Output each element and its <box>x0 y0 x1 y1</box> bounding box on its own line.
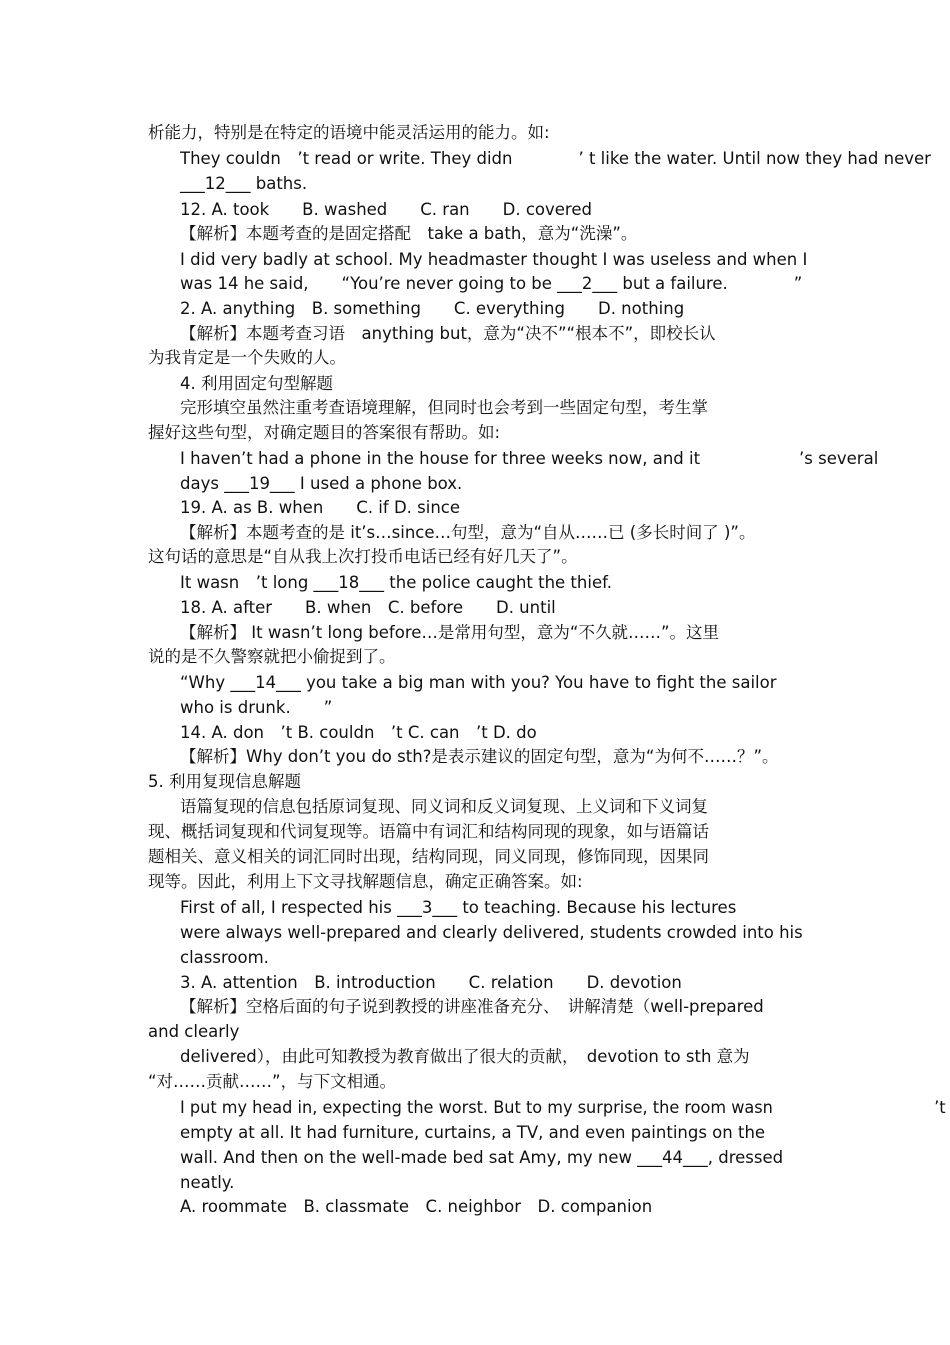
text-line: 现、概括词复现和代词复现等。语篇中有词汇和结构同现的现象，如与语篇话 <box>148 822 709 841</box>
text-line: ___12___ baths. <box>180 174 308 193</box>
analysis-line: 【解析】 It wasn’t long before…是常用句型，意为“不久就……”。这里 <box>180 623 719 642</box>
answer-options: 14. A. don ’t B. couldn ’t C. can ’t D. do <box>180 723 537 742</box>
text-line: wall. And then on the well-made bed sat Amy, my new ___44___, dressed <box>180 1148 784 1167</box>
analysis-line: 【解析】空格后面的句子说到教授的讲座准备充分、 讲解清楚（well-prepared <box>180 997 764 1016</box>
text-line: I put my head in, expecting the worst. But to my surprise, the room wasn ’t <box>180 1098 946 1117</box>
analysis-line: 【解析】Why don’t you do sth?是表示建议的固定句型，意为“为何不……？”。 <box>180 747 779 766</box>
text-line: days ___19___ I used a phone box. <box>180 474 463 493</box>
text-line: who is drunk. ” <box>180 698 333 717</box>
answer-options: 12. A. took B. washed C. ran D. covered <box>180 200 592 219</box>
analysis-line: 【解析】本题考查习语 anything but，意为“决不”“根本不”，即校长认 <box>180 324 716 343</box>
text-line: “对……贡献……”，与下文相通。 <box>148 1072 397 1091</box>
answer-options: A. roommate B. classmate C. neighbor D. companion <box>180 1197 653 1216</box>
section-heading: 5. 利用复现信息解题 <box>148 772 301 791</box>
text-line: 握好这些句型，对确定题目的答案很有帮助。如: <box>148 423 501 442</box>
text-line: were always well-prepared and clearly delivered, students crowded into his <box>180 923 803 942</box>
text-line: They couldn ’t read or write. They didn ’ t like the water. Until now they had never <box>180 149 931 168</box>
section-heading: 4. 利用固定句型解题 <box>180 374 333 393</box>
text-line: I haven’t had a phone in the house for three weeks now, and it ’s several <box>180 449 879 468</box>
text-line: First of all, I respected his ___3___ to teaching. Because his lectures <box>180 898 737 917</box>
answer-options: 19. A. as B. when C. if D. since <box>180 498 461 517</box>
answer-options: 2. A. anything B. something C. everything D. nothing <box>180 299 685 318</box>
text-line: 题相关、意义相关的词汇同时出现，结构同现，同义同现，修饰同现，因果同 <box>148 847 709 866</box>
text-line: delivered），由此可知教授为教育做出了很大的贡献， devotion to sth 意为 <box>180 1047 750 1066</box>
text-line: 为我肯定是一个失败的人。 <box>148 348 346 367</box>
text-line: and clearly <box>148 1022 240 1041</box>
text-line: It wasn ’t long ___18___ the police caught the thief. <box>180 573 612 592</box>
text-line: 语篇复现的信息包括原词复现、同义词和反义词复现、上义词和下义词复 <box>180 797 708 816</box>
text-line: 现等。因此，利用上下文寻找解题信息，确定正确答案。如: <box>148 872 583 891</box>
answer-options: 3. A. attention B. introduction C. relation D. devotion <box>180 973 682 992</box>
analysis-line: 【解析】本题考查的是 it’s…since…句型，意为“自从……已 (多长时间了 )”。 <box>180 523 756 542</box>
text-line: was 14 he said, “You’re never going to be ___2___ but a failure. ” <box>180 274 803 293</box>
text-line: classroom. <box>180 948 269 967</box>
analysis-line: 【解析】本题考查的是固定搭配 take a bath，意为“洗澡”。 <box>180 224 638 243</box>
text-line: “Why ___14___ you take a big man with you? You have to fight the sailor <box>180 673 777 692</box>
text-line: 这句话的意思是“自从我上次打投币电话已经有好几天了”。 <box>148 547 578 566</box>
answer-options: 18. A. after B. when C. before D. until <box>180 598 556 617</box>
text-line: I did very badly at school. My headmaster thought I was useless and when I <box>180 250 808 269</box>
text-line: 说的是不久警察就把小偷捉到了。 <box>148 647 396 666</box>
text-line: 析能力，特别是在特定的语境中能灵活运用的能力。如: <box>148 123 550 142</box>
text-line: empty at all. It had furniture, curtains, a TV, and even paintings on the <box>180 1123 766 1142</box>
text-line: neatly. <box>180 1173 235 1192</box>
text-line: 完形填空虽然注重考查语境理解，但同时也会考到一些固定句型，考生掌 <box>180 398 708 417</box>
